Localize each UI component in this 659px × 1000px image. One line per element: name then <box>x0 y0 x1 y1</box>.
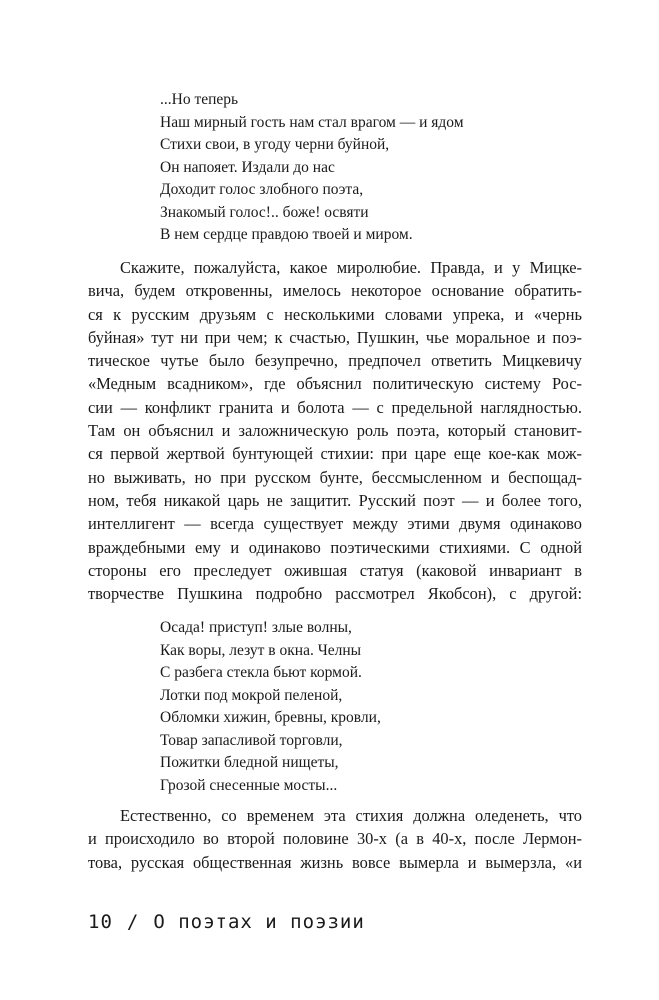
text-line: враждебными ему и одинаково поэтическими стихиями. С одной <box>88 537 582 557</box>
verse-line: Стихи свои, в угоду черни буйной, <box>160 136 390 153</box>
text-line: вича, будем откровенны, имелось некоторое основание обратить- <box>88 281 582 301</box>
verse-line: Он напояет. Издали до нас <box>160 158 335 176</box>
text-line: ся первой жертвой бунтующей стихии: при царе еще кое-как мож- <box>88 444 582 464</box>
page-footer <box>88 906 588 938</box>
text-line: Там он объяснил и заложническую роль поэта, который становит- <box>88 421 582 441</box>
verse-line: С разбега стекла бьют кормой. <box>160 664 362 681</box>
page-number: 10 <box>88 911 113 933</box>
running-title: О поэтах и поэзии <box>153 911 365 933</box>
verse-line: Доходит голос злобного поэта, <box>160 181 364 198</box>
text-line: тическое чутье было безупречно, предпочел ответить Мицкевичу <box>88 351 582 371</box>
verse-line: Знакомый голос!.. боже! освяти <box>160 203 369 221</box>
verse-line: Обломки хижин, бревны, кровли, <box>160 709 381 726</box>
text-line: «Медным всадником», где объяснил политическую систему Рос- <box>88 374 582 394</box>
text-line: буйная» тут ни при чем; к счастью, Пушкин, чье моральное и поэ- <box>88 327 582 347</box>
text-line: ном, тебя никакой царь не защитит. Русский поэт — и более того, <box>88 490 582 510</box>
verse-line: Как воры, лезут в окна. Челны <box>160 641 362 659</box>
verse-line: ...Но теперь <box>160 91 239 108</box>
verse-block-2 <box>160 617 540 797</box>
text-line: ся к русским друзьям с несколькими словами упрека, и «чернь <box>88 304 582 324</box>
verse-line: Пожитки бледной нищеты, <box>160 754 339 771</box>
paragraph-2 <box>88 804 582 874</box>
text-line: Скажите, пожалуйста, какое миролюбие. Правда, и у Мицке- <box>120 258 582 277</box>
verse-block-1 <box>160 89 540 247</box>
verse-line: Лотки под мокрой пеленой, <box>160 686 343 704</box>
text-line: сии — конфликт гранита и болота — с предельной наглядностью. <box>88 397 582 417</box>
footer-separator: / <box>126 911 140 933</box>
verse-line: Товар запасливой торговли, <box>160 731 343 749</box>
paragraph-1 <box>88 256 582 605</box>
text-line: и происходило во второй половине 30-х (а в 40-х, после Лермон- <box>88 829 582 849</box>
verse-line: Грозой снесенные мосты... <box>160 776 338 794</box>
verse-line: Наш мирный гость нам стал врагом — и ядом <box>160 113 464 131</box>
text-line: творчестве Пушкина подробно рассмотрел Якобсон), с другой: <box>88 584 582 604</box>
text-line: но выживать, но при русском бунте, бессмысленном и беспощад- <box>88 467 582 487</box>
verse-line: В нем сердце правдою твоей и миром. <box>160 226 413 243</box>
text-line: Естественно, со временем эта стихия должна оледенеть, что <box>120 806 582 825</box>
text-line: интеллигент — всегда существует между этими двумя одинаково <box>88 514 582 534</box>
text-line: това, русская общественная жизнь вовсе вымерла и вымерзла, «и <box>88 852 582 872</box>
verse-line: Осада! приступ! злые волны, <box>160 619 352 636</box>
text-line: стороны его преследует ожившая статуя (каковой инвариант в <box>88 560 582 580</box>
